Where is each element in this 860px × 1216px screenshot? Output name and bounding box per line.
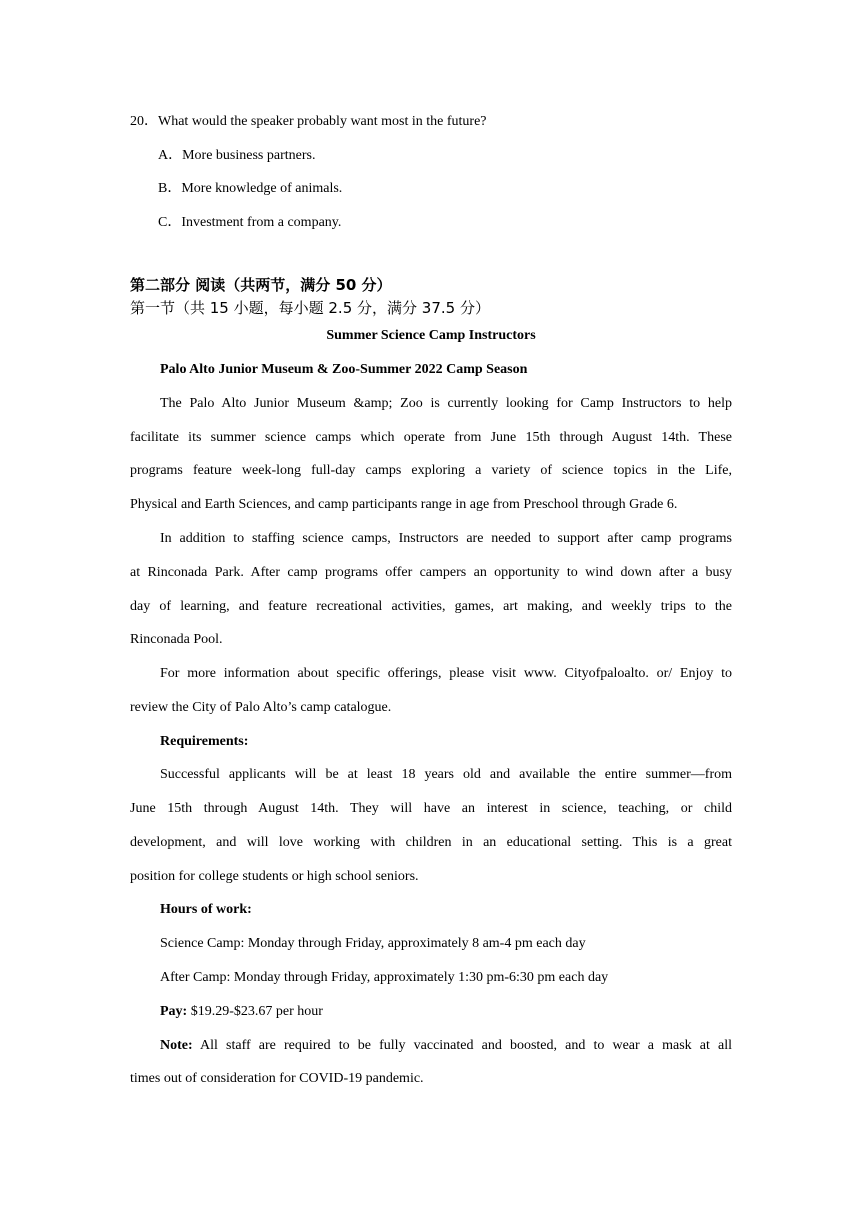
- requirements-line: Successful applicants will be at least 18 years old and available the entire summer—from: [160, 767, 732, 782]
- pay-label: Pay:: [160, 1004, 188, 1019]
- question-stem: [130, 112, 732, 132]
- note-label: Note:: [160, 1038, 193, 1053]
- paragraph-2-line: at Rinconada Park. After camp programs offer campers an opportunity to wind down after a busy: [130, 565, 732, 580]
- requirements-label: Requirements:: [160, 734, 249, 749]
- paragraph-2-line: day of learning, and feature recreational activities, games, art making, and weekly trips to the: [130, 599, 732, 614]
- pay-line: [160, 1002, 732, 1022]
- passage-title: Summer Science Camp Instructors: [326, 328, 536, 343]
- passage-subtitle: Palo Alto Junior Museum & Zoo-Summer 2022 Camp Season: [160, 362, 528, 377]
- question-text: What would the speaker probably want most in the future?: [158, 114, 487, 129]
- note-line: [160, 1036, 732, 1056]
- paragraph-3-line: review the City of Palo Alto’s camp catalogue.: [130, 700, 392, 715]
- requirements-line: position for college students or high school seniors.: [130, 869, 419, 884]
- option-b: B．More knowledge of animals.: [158, 181, 343, 196]
- section-heading: 第二部分 阅读（共两节，满分 50 分）: [130, 276, 392, 294]
- requirements-line: June 15th through August 14th. They will have an interest in science, teaching, or child: [130, 801, 732, 816]
- science-camp-hours: Science Camp: Monday through Friday, approximately 8 am-4 pm each day: [160, 936, 586, 951]
- hours-label: Hours of work:: [160, 902, 252, 917]
- note-text: All staff are required to be fully vaccinated and boosted, and to wear a mask at all: [192, 1038, 732, 1053]
- option-a: A．More business partners.: [158, 148, 316, 163]
- option-c: C．Investment from a company.: [158, 215, 342, 230]
- paragraph-1-line: The Palo Alto Junior Museum &amp; Zoo is currently looking for Camp Instructors to help: [160, 396, 732, 411]
- pay-value: $19.29-$23.67 per hour: [187, 1004, 323, 1019]
- paragraph-2-line: Rinconada Pool.: [130, 632, 223, 647]
- after-camp-hours: After Camp: Monday through Friday, approximately 1:30 pm-6:30 pm each day: [160, 970, 609, 985]
- paragraph-2-line: In addition to staffing science camps, Instructors are needed to support after camp programs: [160, 531, 732, 546]
- section-subheading: 第一节（共 15 小题，每小题 2.5 分，满分 37.5 分）: [130, 299, 490, 317]
- requirements-line: development, and will love working with children in an educational setting. This is a great: [130, 835, 732, 850]
- paragraph-1-line: facilitate its summer science camps which operate from June 15th through August 14th. These: [130, 430, 732, 445]
- paragraph-3-line: For more information about specific offerings, please visit www. Cityofpaloalto. or/ Enjoy to: [160, 666, 732, 681]
- paragraph-1-line: Physical and Earth Sciences, and camp participants range in age from Preschool through Grade 6.: [130, 497, 678, 512]
- paragraph-1-line: programs feature week-long full-day camps exploring a variety of science topics in the Life,: [130, 463, 732, 478]
- note-line: times out of consideration for COVID-19 pandemic.: [130, 1071, 424, 1086]
- question-number: 20．: [130, 114, 158, 129]
